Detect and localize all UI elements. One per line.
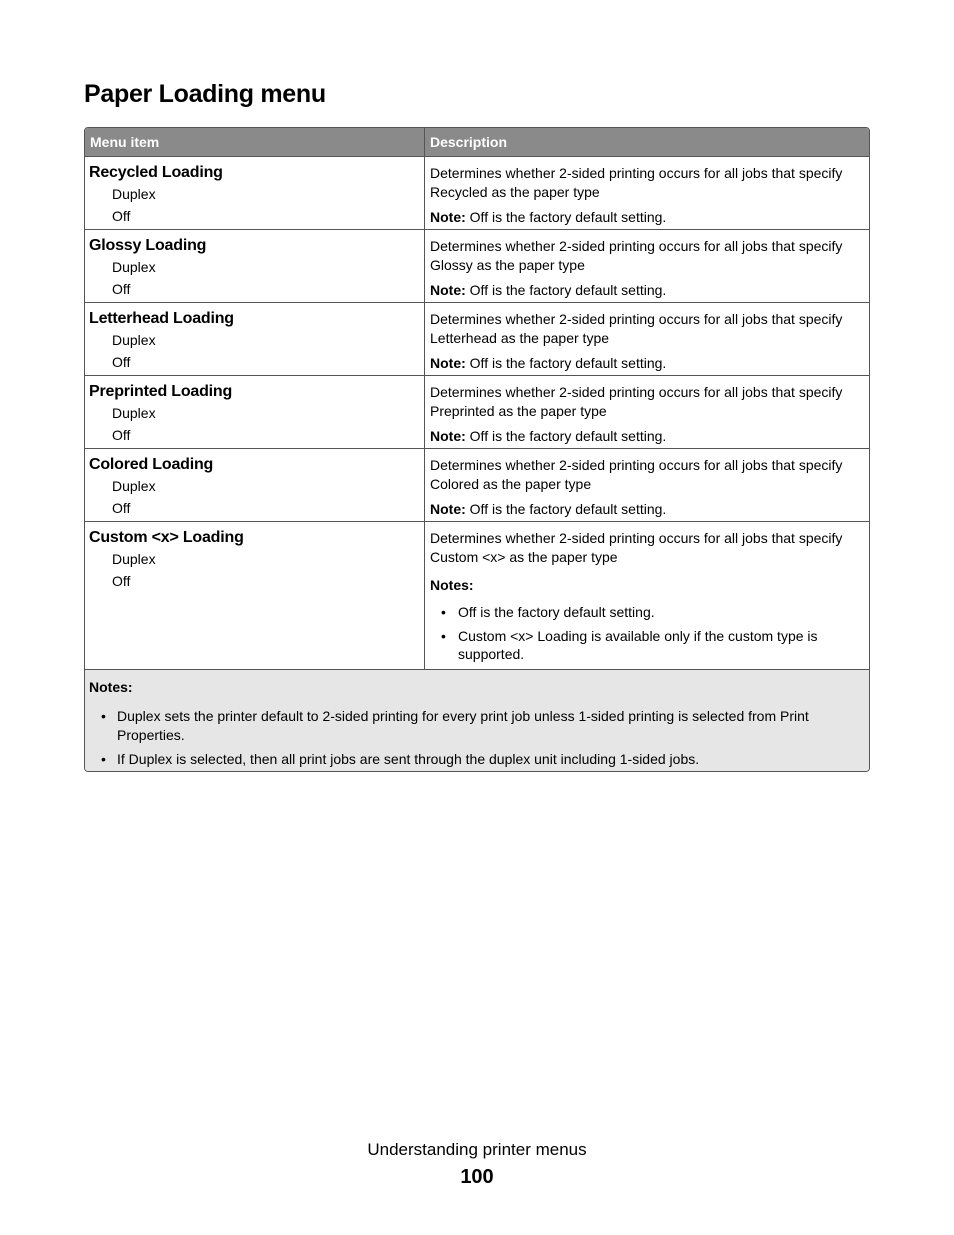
description-cell [425,449,869,521]
menu-item-name: Glossy Loading [89,237,207,254]
menu-item-option: Off [112,500,131,516]
note-label: Note: [430,428,466,444]
table-row [85,522,869,670]
note-text: Off is the factory default setting. [465,428,667,444]
table-header-row [85,128,869,157]
bullet-text: Off is the factory default setting. [458,604,655,620]
table-row [85,376,869,449]
page-number: 100 [460,1166,494,1188]
bullet-icon: • [101,751,106,767]
note-label: Note: [430,209,466,225]
bullet-icon: • [101,708,106,724]
description-text: Determines whether 2-sided printing occurs for all jobs that specify Custom <x> as the paper type [430,530,843,565]
note-line [430,427,865,446]
list-item [430,627,865,663]
description-cell [425,376,869,448]
description-text: Determines whether 2-sided printing occurs for all jobs that specify Colored as the paper type [430,457,843,492]
note-text: Off is the factory default setting. [465,355,667,371]
note-line [430,500,865,519]
menu-item-name: Recycled Loading [89,164,223,181]
description-cell [425,230,869,302]
list-item [89,750,859,769]
bullet-icon: • [441,604,446,620]
menu-item-cell [85,376,425,448]
notes-list [89,707,859,769]
note-text: Off is the factory default setting. [465,501,667,517]
menu-item-name: Colored Loading [89,456,214,473]
menu-item-option: Off [112,281,131,297]
menu-item-option: Duplex [112,478,156,494]
note-line [430,208,865,227]
header-description: Description [430,134,508,150]
description-text: Determines whether 2-sided printing occurs for all jobs that specify Glossy as the paper type [430,238,843,273]
menu-item-option: Duplex [112,551,156,567]
bullet-text: Custom <x> Loading is available only if the custom type is supported. [458,628,818,662]
note-text: Off is the factory default setting. [465,209,667,225]
menu-item-cell [85,522,425,669]
table-row [85,449,869,522]
header-menu-item: Menu item [85,128,425,156]
description-cell [425,157,869,229]
menu-item-name: Preprinted Loading [89,383,233,400]
paper-loading-table [84,127,870,772]
description-text: Determines whether 2-sided printing occurs for all jobs that specify Recycled as the paper type [430,165,843,200]
menu-item-option: Off [112,427,131,443]
table-row [85,303,869,376]
menu-item-cell [85,230,425,302]
note-label: Note: [430,355,466,371]
footer-section-title: Understanding printer menus [367,1140,587,1159]
table-row [85,157,869,230]
list-item [89,707,859,745]
menu-item-option: Duplex [112,259,156,275]
note-line [430,281,865,300]
bullet-text: If Duplex is selected, then all print jobs are sent through the duplex unit including 1-sided jobs. [117,751,700,767]
menu-item-option: Duplex [112,405,156,421]
description-cell [425,303,869,375]
page-title: Paper Loading menu [84,80,326,108]
menu-item-name: Custom <x> Loading [89,529,244,546]
menu-item-cell [85,157,425,229]
description-text: Determines whether 2-sided printing occurs for all jobs that specify Letterhead as the paper type [430,311,843,346]
note-line [430,354,865,373]
table-row [85,230,869,303]
bullet-text: Duplex sets the printer default to 2-sided printing for every print job unless 1-sided printing is selected from Print Properties. [117,708,809,743]
menu-item-cell [85,449,425,521]
bullet-icon: • [441,628,446,644]
description-text: Determines whether 2-sided printing occurs for all jobs that specify Preprinted as the paper type [430,384,843,419]
menu-item-option: Off [112,354,131,370]
menu-item-cell [85,303,425,375]
list-item [430,603,865,621]
description-cell [425,522,869,669]
note-label: Note: [430,501,466,517]
note-label: Note: [430,282,466,298]
note-text: Off is the factory default setting. [465,282,667,298]
notes-heading: Notes: [430,577,474,593]
notes-heading: Notes: [89,679,133,695]
menu-item-option: Off [112,208,131,224]
menu-item-option: Duplex [112,186,156,202]
notes-list [430,603,865,663]
table-footer-notes [85,670,869,771]
menu-item-name: Letterhead Loading [89,310,234,327]
menu-item-option: Off [112,573,131,589]
menu-item-option: Duplex [112,332,156,348]
